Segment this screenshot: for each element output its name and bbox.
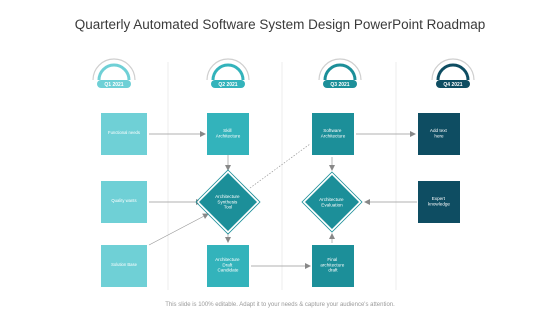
box-label: Functional needs xyxy=(108,130,140,135)
svg-text:Architecture Evaluation xyxy=(319,197,345,208)
box-label: Quality wants xyxy=(111,198,137,203)
diamond-architecture-evaluation xyxy=(302,172,362,232)
box-expert-knowledge xyxy=(418,181,460,223)
quarter-label: Q2 2021 xyxy=(218,82,238,88)
quarter-arc-accent xyxy=(325,65,355,80)
diamond-architecture-synthesis-tool xyxy=(196,170,260,234)
box-label-line: here xyxy=(434,133,444,139)
box-label-line: Candidate xyxy=(217,267,239,273)
diamond-label-line: Tool xyxy=(223,204,233,210)
column-separators xyxy=(168,62,396,290)
box-label-line: Software xyxy=(323,128,342,133)
box-label-line: Skill xyxy=(223,128,232,133)
box-add-text-here xyxy=(418,113,460,155)
quarter-header-q3 xyxy=(319,59,361,88)
footer-note: This slide is 100% editable. Adapt it to your needs & capture your audience's attention. xyxy=(165,302,395,308)
diamond-label-line: Architecture xyxy=(319,197,344,202)
box-label: Solution Base xyxy=(111,262,137,267)
quarter-arc-accent xyxy=(213,65,243,80)
quarter-header-q4 xyxy=(432,59,474,88)
quarter-header-q1 xyxy=(93,59,135,88)
connector-dotted xyxy=(250,144,310,188)
box-label-line: Final xyxy=(327,257,338,262)
quarter-arc-accent xyxy=(99,65,129,80)
box-label-line: Architecture xyxy=(320,133,346,139)
box-label-line: Draft xyxy=(222,262,233,268)
page-title: Quarterly Automated Software System Design PowerPoint Roadmap xyxy=(74,17,486,32)
box-label-line: Expert xyxy=(431,196,445,201)
box-label-line: architecture xyxy=(320,262,345,268)
box-solution-base xyxy=(101,245,147,287)
box-software-architecture xyxy=(312,113,354,155)
box-final-architecture-draft xyxy=(312,245,354,287)
box-label-line: draft xyxy=(328,267,338,273)
box-label-line: Architecture xyxy=(215,133,241,139)
diamond-label-line: Architecture xyxy=(215,194,240,199)
box-functional-needs xyxy=(101,113,147,155)
connector-arrow xyxy=(149,214,208,245)
box-label-line: knowledge xyxy=(428,201,450,207)
quarter-label: Q1 2021 xyxy=(104,82,124,88)
svg-text:Software Architecture xyxy=(321,128,346,139)
quarter-label: Q4 2021 xyxy=(443,82,463,88)
box-architecture-draft-candidate xyxy=(207,245,249,287)
connectors xyxy=(149,134,417,266)
box-skill-architecture xyxy=(207,113,249,155)
box-quality-wants xyxy=(101,181,147,223)
diamond-label-line: Synthesis xyxy=(217,199,238,205)
quarter-arc-accent xyxy=(438,65,468,80)
quarter-header-q2 xyxy=(207,59,249,88)
diamond-label-line: Evaluation xyxy=(321,202,343,208)
box-label-line: Add text xyxy=(429,128,447,133)
box-label-line: Architecture xyxy=(215,257,240,262)
quarter-label: Q3 2021 xyxy=(330,82,350,88)
